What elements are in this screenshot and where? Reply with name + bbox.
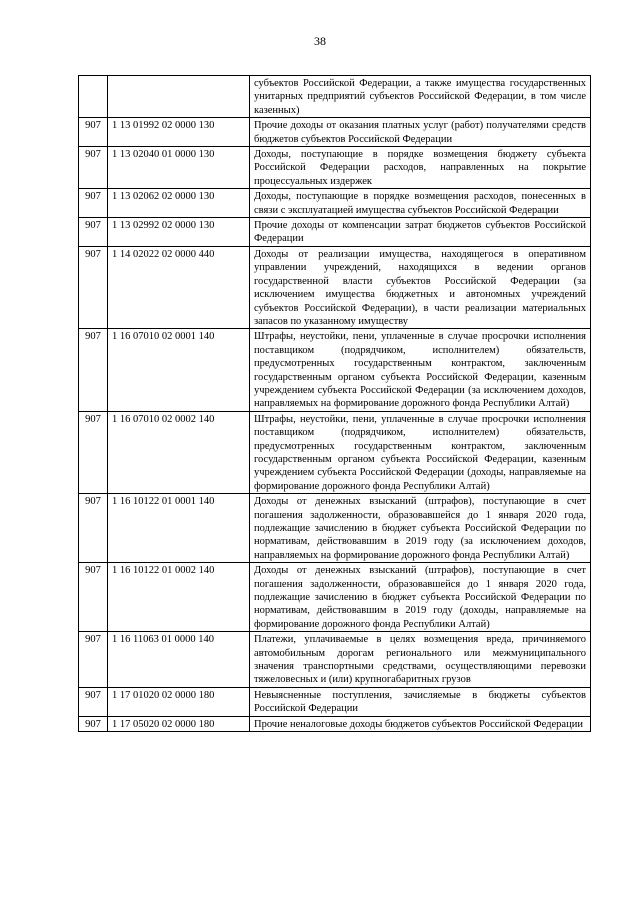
budget-code-cell: 1 17 05020 02 0000 180 [108,716,250,731]
table-row [79,411,591,493]
table-row [79,494,591,563]
description-cell: Доходы, поступающие в порядке возмещения расходов, понесенных в связи с эксплуатацией имущества субъектов Российской Федерации [250,189,591,218]
admin-code-cell: 907 [79,687,108,716]
budget-code-cell: 1 14 02022 02 0000 440 [108,246,250,328]
admin-code-cell: 907 [79,329,108,411]
revenue-codes-table [78,75,591,732]
admin-code-cell: 907 [79,411,108,493]
description-cell: Штрафы, неустойки, пени, уплаченные в случае просрочки исполнения поставщиком (подрядчиком, исполнителем) обязательств, предусмотренных государственным контрактом, заключенным государственным органом субъекта Российской Федерации, казенным учреждением субъекта Российской Федерации (за исключением доходов, направляемых на формирование дорожного фонда Республики Алтай) [250,329,591,411]
budget-code-cell: 1 16 07010 02 0002 140 [108,411,250,493]
admin-code-cell: 907 [79,147,108,189]
budget-code-cell: 1 13 01992 02 0000 130 [108,118,250,147]
description-cell: Штрафы, неустойки, пени, уплаченные в случае просрочки исполнения поставщиком (подрядчиком, исполнителем) обязательств, предусмотренных государственным контрактом, заключенным государственным органом субъекта Российской Федерации, казенным учреждением субъекта Российской Федерации (доходы, направляемые на формирование дорожного фонда Республики Алтай) [250,411,591,493]
admin-code-cell: 907 [79,218,108,247]
admin-code-cell: 907 [79,716,108,731]
budget-code-cell: 1 13 02040 01 0000 130 [108,147,250,189]
description-cell: Доходы от денежных взысканий (штрафов), поступающие в счет погашения задолженности, образовавшейся до 1 января 2020 года, подлежащие зачислению в бюджет субъекта Российской Федерации по нормативам, действовавшим в 2019 году (доходы, направляемые на формирование дорожного фонда Республики Алтай) [250,563,591,632]
table-row [79,189,591,218]
budget-code-cell [108,76,250,118]
table-row [79,632,591,688]
admin-code-cell: 907 [79,563,108,632]
description-cell: субъектов Российской Федерации, а также имущества государственных унитарных предприятий субъектов Российской Федерации, в том числе казенных) [250,76,591,118]
table-row [79,246,591,328]
description-cell: Платежи, уплачиваемые в целях возмещения вреда, причиняемого автомобильным дорогам регионального или межмуниципального значения транспортными средствами, осуществляющими перевозки тяжеловесных и (или) крупногабаритных грузов [250,632,591,688]
description-cell: Доходы от денежных взысканий (штрафов), поступающие в счет погашения задолженности, образовавшейся до 1 января 2020 года, подлежащие зачислению в бюджет субъекта Российской Федерации по нормативам, действовавшим в 2019 году (за исключением доходов, направляемых на формирование дорожного фонда Республики Алтай) [250,494,591,563]
budget-code-cell: 1 13 02992 02 0000 130 [108,218,250,247]
table-row [79,76,591,118]
table-row [79,147,591,189]
table-row [79,218,591,247]
description-cell: Прочие доходы от компенсации затрат бюджетов субъектов Российской Федерации [250,218,591,247]
budget-code-cell: 1 16 10122 01 0002 140 [108,563,250,632]
admin-code-cell: 907 [79,118,108,147]
table-row [79,716,591,731]
description-cell: Доходы, поступающие в порядке возмещения бюджету субъекта Российской Федерации расходов, направленных на покрытие процессуальных издержек [250,147,591,189]
budget-code-cell: 1 17 01020 02 0000 180 [108,687,250,716]
admin-code-cell: 907 [79,246,108,328]
admin-code-cell [79,76,108,118]
admin-code-cell: 907 [79,494,108,563]
description-cell: Прочие неналоговые доходы бюджетов субъектов Российской Федерации [250,716,591,731]
budget-code-cell: 1 16 10122 01 0001 140 [108,494,250,563]
page-number: 38 [314,34,326,48]
table-row [79,118,591,147]
table-row [79,563,591,632]
budget-code-cell: 1 16 11063 01 0000 140 [108,632,250,688]
table-row [79,329,591,411]
description-cell: Прочие доходы от оказания платных услуг (работ) получателями средств бюджетов субъектов Российской Федерации [250,118,591,147]
table-row [79,687,591,716]
admin-code-cell: 907 [79,189,108,218]
description-cell: Доходы от реализации имущества, находящегося в оперативном управлении учреждений, находящихся в ведении органов государственной власти субъектов Российской Федерации (за исключением имущества бюджетных и автономных учреждений субъектов Российской Федерации), в части реализации материальных запасов по указанному имуществу [250,246,591,328]
budget-code-cell: 1 16 07010 02 0001 140 [108,329,250,411]
admin-code-cell: 907 [79,632,108,688]
description-cell: Невыясненные поступления, зачисляемые в бюджеты субъектов Российской Федерации [250,687,591,716]
budget-code-cell: 1 13 02062 02 0000 130 [108,189,250,218]
